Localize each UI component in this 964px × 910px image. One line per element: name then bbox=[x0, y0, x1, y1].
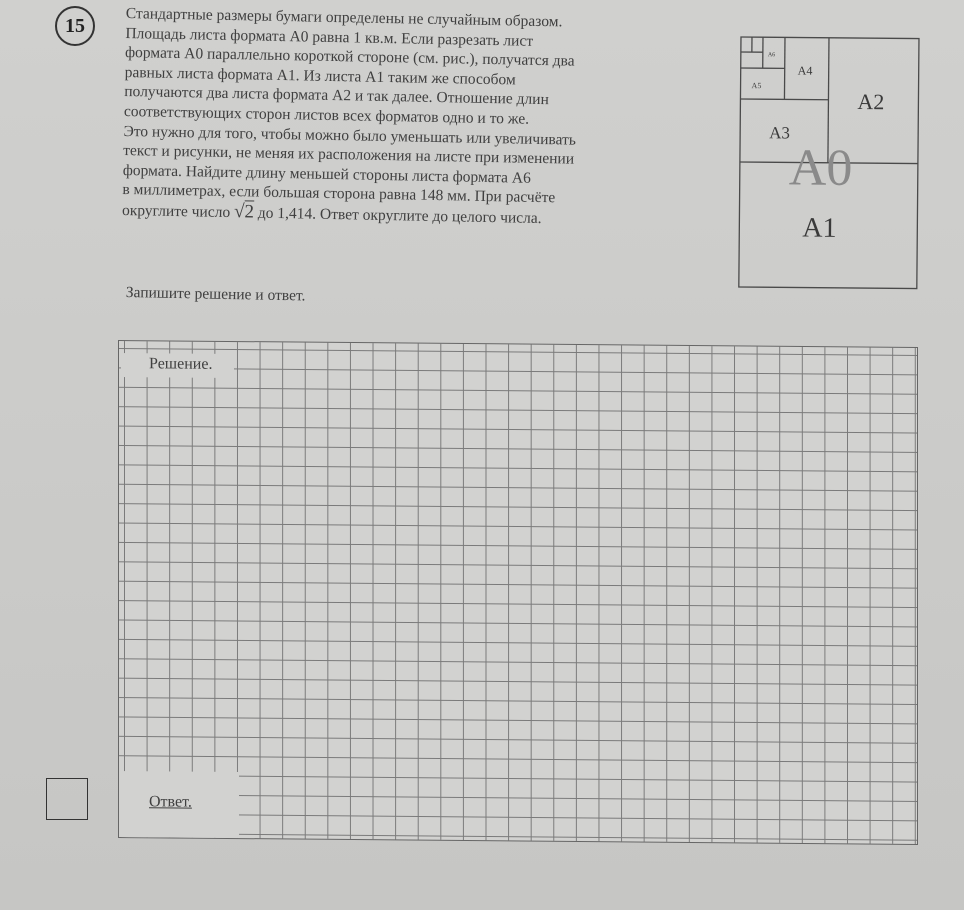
label-a3: А3 bbox=[769, 123, 791, 143]
sqrt-symbol: √ bbox=[233, 201, 245, 223]
problem-line: получаются два листа формата А2 и так далее. Отношение длин bbox=[124, 83, 549, 109]
problem-line: Это нужно для того, чтобы можно было уменьшать или увеличивать bbox=[123, 122, 577, 149]
instruction-text: Запишите решение и ответ. bbox=[125, 284, 306, 305]
problem-line: Стандартные размеры бумаги определены не случайным образом. bbox=[125, 4, 563, 31]
problem-line: равных листа формата А1. Из листа А1 таким же способом bbox=[124, 63, 516, 89]
solution-label: Решение. bbox=[121, 353, 234, 378]
problem-line: в миллиметрах, если большая сторона равна 148 мм. При расчёте bbox=[122, 181, 556, 207]
label-a4: А4 bbox=[797, 63, 813, 78]
paper-format-diagram bbox=[738, 36, 920, 290]
label-a6: А6 bbox=[767, 52, 776, 59]
task-number: 15 bbox=[65, 14, 85, 37]
sqrt-expression bbox=[234, 201, 254, 222]
task-number-badge bbox=[55, 6, 95, 46]
sqrt-number: 2 bbox=[244, 201, 255, 223]
problem-line: соответствующих сторон листов всех форматов одно и то же. bbox=[123, 102, 530, 128]
answer-box[interactable] bbox=[46, 778, 88, 820]
problem-line: формата. Найдите длину меньшей стороны листа формата А6 bbox=[122, 161, 531, 187]
answer-label: Ответ. bbox=[149, 793, 192, 811]
problem-statement bbox=[122, 4, 722, 232]
problem-line: текст и рисунки, не меняя их расположения на листе при изменении bbox=[123, 142, 575, 168]
problem-line-last: округлите число √2 до 1,414. Ответ округлите до целого числа. bbox=[121, 201, 542, 227]
problem-line: формата А0 параллельно короткой стороне (см. рис.), получатся два bbox=[124, 44, 575, 70]
answer-label-area bbox=[119, 771, 239, 838]
label-a0: А0 bbox=[788, 139, 853, 197]
solution-grid[interactable] bbox=[118, 340, 918, 845]
label-a2: А2 bbox=[857, 89, 885, 115]
label-a5: А5 bbox=[751, 81, 762, 91]
label-a1: А1 bbox=[802, 212, 837, 244]
problem-line: Площадь листа формата А0 равна 1 кв.м. Если разрезать лист bbox=[125, 24, 534, 50]
